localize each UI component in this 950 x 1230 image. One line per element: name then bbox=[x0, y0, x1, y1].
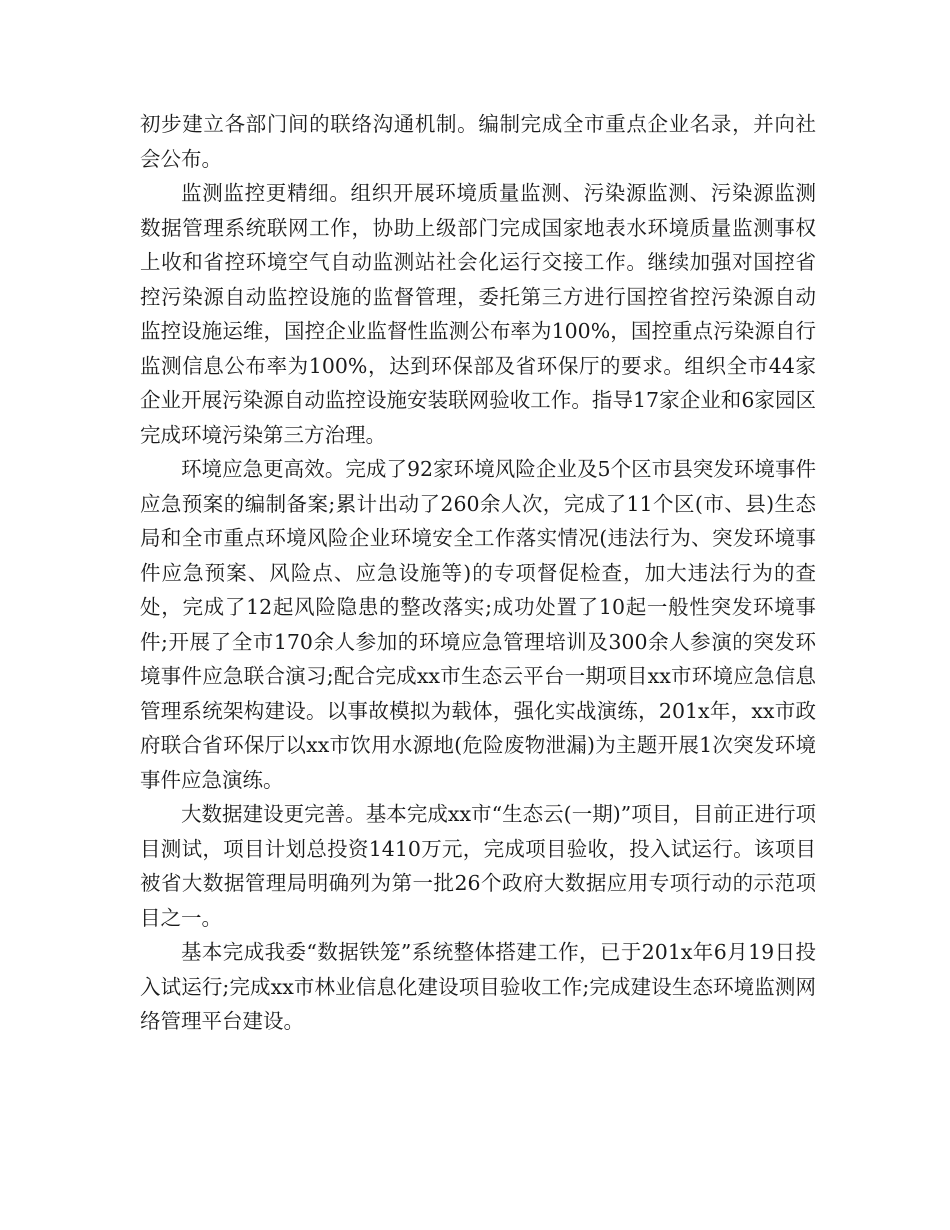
paragraph-5: 基本完成我委“数据铁笼”系统整体搭建工作，已于201x年6月19日投入试运行;完成xx市林业信息化建设项目验收工作;完成建设生态环境监测网络管理平台建设。 bbox=[140, 940, 816, 1033]
document-body bbox=[140, 107, 816, 1039]
paragraph-1: 初步建立各部门间的联络沟通机制。编制完成全市重点企业名录，并向社会公布。 bbox=[140, 112, 816, 171]
paragraph-3: 环境应急更高效。完成了92家环境风险企业及5个区市县突发环境事件应急预案的编制备案;累计出动了260余人次，完成了11个区(市、县)生态局和全市重点环境风险企业环境安全工作落实情况(违法行为、突发环境事件应急预案、风险点、应急设施等)的专项督促检查，加大违法行为的查处，完成了12起风险隐患的整改落实;成功处置了10起一般性突发环境事件;开展了全市170余人参加的环境应急管理培训及300余人参演的突发环境事件应急联合演习;配合完成xx市生态云平台一期项目xx市环境应急信息管理系统架构建设。以事故模拟为载体，强化实战演练，201x年，xx市政府联合省环保厅以xx市饮用水源地(危险废物泄漏)为主题开展1次突发环境事件应急演练。 bbox=[140, 457, 816, 792]
paragraph-4: 大数据建设更完善。基本完成xx市“生态云(一期)”项目，目前正进行项目测试，项目计划总投资1410万元，完成项目验收，投入试运行。该项目被省大数据管理局明确列为第一批26个政府大数据应用专项行动的示范项目之一。 bbox=[140, 802, 816, 930]
paragraph-2: 监测监控更精细。组织开展环境质量监测、污染源监测、污染源监测数据管理系统联网工作，协助上级部门完成国家地表水环境质量监测事权上收和省控环境空气自动监测站社会化运行交接工作。继续加强对国控省控污染源自动监控设施的监督管理，委托第三方进行国控省控污染源自动监控设施运维，国控企业监督性监测公布率为100%，国控重点污染源自行监测信息公布率为100%，达到环保部及省环保厅的要求。组织全市44家企业开展污染源自动监控设施安装联网验收工作。指导17家企业和6家园区完成环境污染第三方治理。 bbox=[140, 181, 816, 447]
